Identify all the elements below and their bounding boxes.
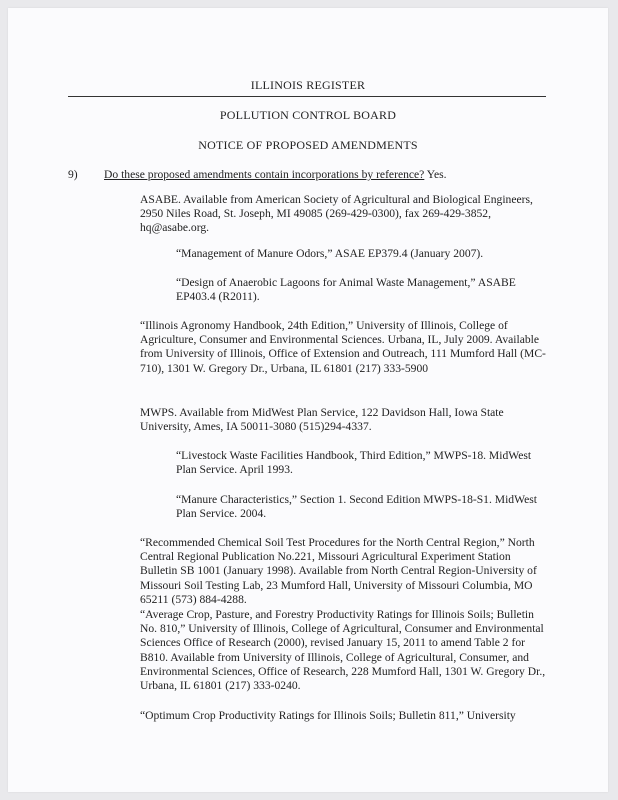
register-title: ILLINOIS REGISTER (250, 78, 366, 92)
reference-agronomy-handbook: “Illinois Agronomy Handbook, 24th Edition,” University of Illinois, College of Agriculture, Consumer and Environmental Sciences. Urbana, IL, July 2009. Available from University of Illinois, Office of Extension and Outreach, 111 Mumford Hall (MC-710), 1301 W. Gregory Dr., Urbana, IL 61801 (217) 333-5900 (140, 319, 546, 375)
reference-mwps: MWPS. Available from MidWest Plan Service, 122 Davidson Hall, Iowa State University, Ames, IA 50011-3080 (515)294-4337. (140, 406, 504, 434)
reference-soil-test-procedures: “Recommended Chemical Soil Test Procedures for the North Central Region,” North Central Regional Publication No.221, Missouri Agricultural Experiment Station Bulletin SB 1001 (January 1998). Available from North Central Region-University of Missouri Soil Testing Lab, 23 Mumford Hall, University of Missouri Columbia, MO 65211 (573) 884-4288. (140, 536, 537, 606)
question-line (104, 168, 447, 182)
board-title: POLLUTION CONTROL BOARD (219, 108, 397, 122)
reference-bulletin-811: “Optimum Crop Productivity Ratings for Illinois Soils; Bulletin 811,” University (140, 709, 516, 722)
reference-anaerobic-lagoons: “Design of Anaerobic Lagoons for Animal Waste Management,” ASABE EP403.4 (R2011). (176, 276, 516, 304)
reference-bulletin-810: “Average Crop, Pasture, and Forestry Productivity Ratings for Illinois Soils; Bulletin No. 810,” University of Illinois, College of Agricultural, Consumer and Environmental Sciences Office of Research (2000), revised January 15, 2011 to amend Table 2 for B810. Available from University of Illinois, College of Agricultural, Consumer, and Environmental Sciences, Office of Research, 228 Mumford Hall, 1301 W. Gregory Dr., Urbana, IL 61801 (217) 333-0240. (140, 608, 546, 693)
notice-title: NOTICE OF PROPOSED AMENDMENTS (198, 138, 418, 152)
document-page (8, 8, 608, 792)
reference-manure-characteristics: “Manure Characteristics,” Section 1. Second Edition MWPS-18-S1. MidWest Plan Service. 2004. (176, 493, 537, 521)
reference-livestock-waste: “Livestock Waste Facilities Handbook, Third Edition,” MWPS-18. MidWest Plan Service. April 1993. (176, 449, 532, 477)
header-divider (68, 96, 546, 97)
question-answer: Yes. (426, 168, 447, 181)
question-text: Do these proposed amendments contain incorporations by reference? (104, 168, 425, 181)
question-number: 9) (68, 168, 78, 181)
reference-asabe: ASABE. Available from American Society of Agricultural and Biological Engineers, 2950 Niles Road, St. Joseph, MI 49085 (269-429-0300), fax 269-429-3852, hq@asabe.org. (140, 193, 533, 235)
reference-manure-odors: “Management of Manure Odors,” ASAE EP379.4 (January 2007). (176, 247, 484, 260)
